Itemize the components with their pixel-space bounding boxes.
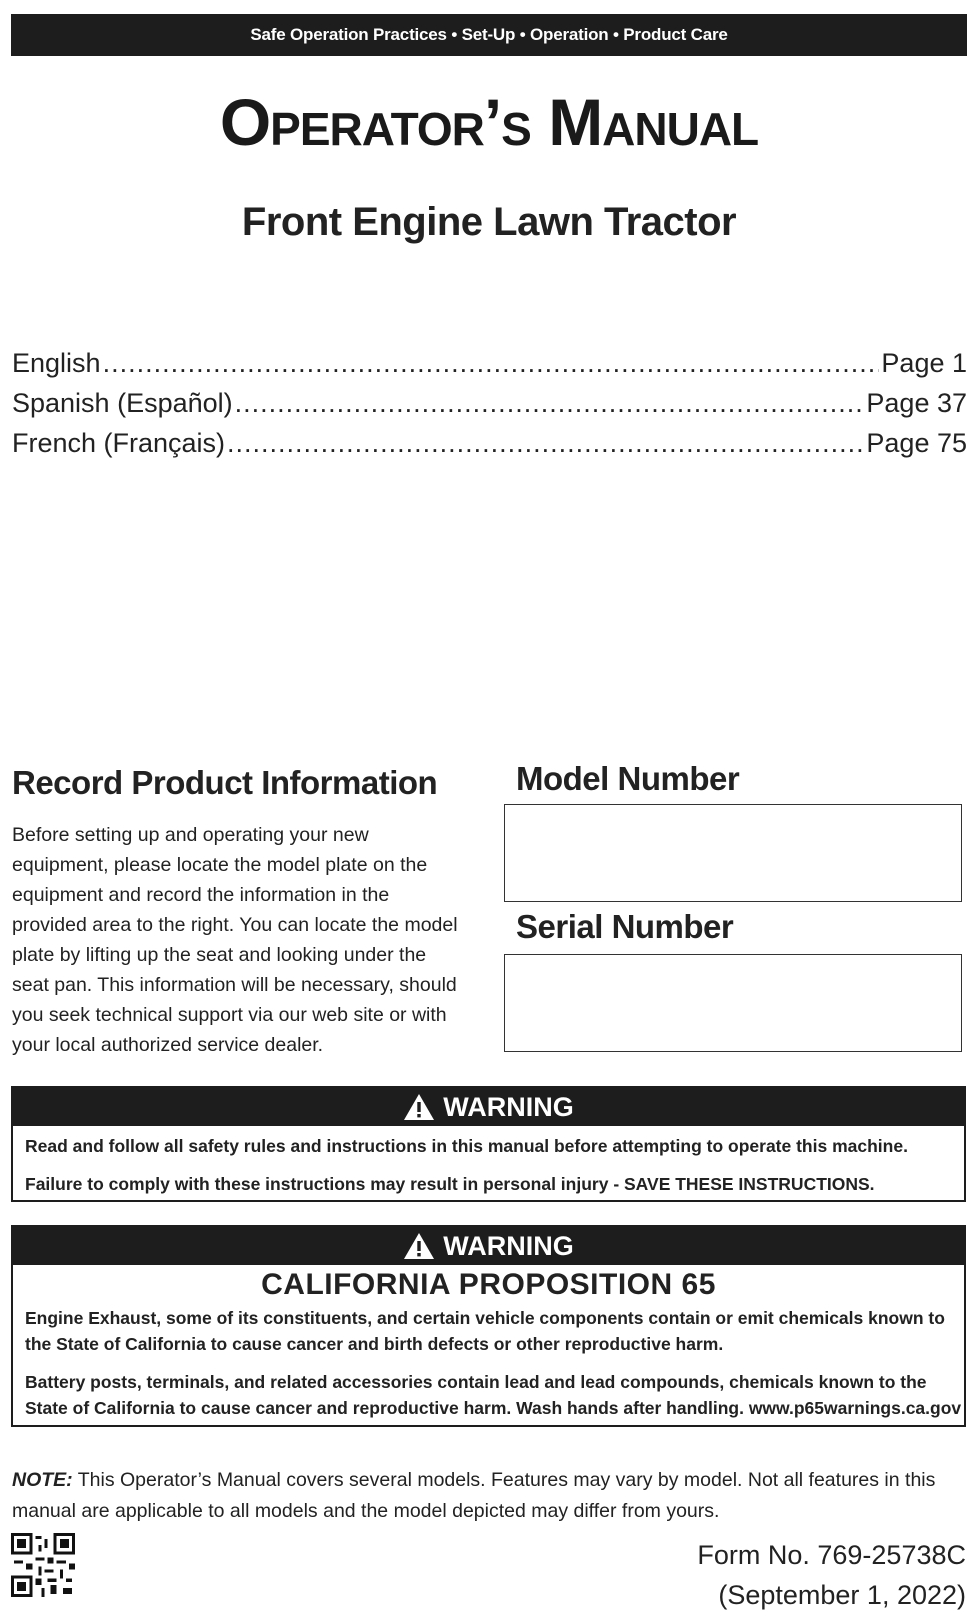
record-info-heading: Record Product Information bbox=[12, 764, 438, 801]
safety-warning-box bbox=[11, 1086, 966, 1202]
note-paragraph bbox=[12, 1465, 962, 1527]
warning-triangle-icon bbox=[403, 1232, 435, 1260]
serial-number-field[interactable] bbox=[504, 954, 962, 1052]
prop65-warning-box bbox=[11, 1225, 966, 1427]
form-number: Form No. 769-25738C bbox=[697, 1540, 966, 1570]
product-subtitle: Front Engine Lawn Tractor bbox=[241, 200, 737, 244]
toc-leader bbox=[103, 343, 880, 383]
model-number-field[interactable] bbox=[504, 804, 962, 902]
note-label: NOTE: bbox=[12, 1469, 73, 1491]
qr-code-icon[interactable] bbox=[11, 1533, 75, 1597]
toc-page: Page 75 bbox=[866, 428, 967, 458]
form-date: (September 1, 2022) bbox=[718, 1580, 966, 1610]
toc-language: Spanish (Español) bbox=[12, 388, 233, 418]
topics-banner bbox=[11, 14, 967, 56]
toc-page: Page 37 bbox=[866, 388, 967, 418]
language-index bbox=[12, 343, 967, 463]
warning-heading: WARNING bbox=[443, 1091, 574, 1122]
record-info-text: Before setting up and operating your new equipment, please locate the model plate on the equipment and record the information in the provided area to the right. You can locate the model plate by lifting up the seat and looking under the seat pan. This information will be necessary, should you seek technical support via our web site or with your local authorized service dealer. bbox=[12, 824, 458, 1056]
topics-text: Safe Operation Practices • Set-Up • Operation • Product Care bbox=[250, 25, 728, 44]
toc-page: Page 1 bbox=[881, 348, 967, 378]
toc-language: French (Français) bbox=[12, 428, 226, 458]
warning-triangle-icon bbox=[403, 1093, 435, 1121]
warning-line: Failure to comply with these instructions may result in personal injury - SAVE THESE INSTRUCTIONS. bbox=[25, 1174, 875, 1194]
note-text: This Operator’s Manual covers several models. Features may vary by model. Not all features in this manual are applicable to all models and the model depicted may differ from yours. bbox=[12, 1469, 936, 1522]
warning-header bbox=[13, 1227, 964, 1265]
model-number-label: Model Number bbox=[516, 760, 740, 797]
serial-number-label: Serial Number bbox=[516, 908, 734, 945]
toc-leader bbox=[227, 423, 864, 463]
toc-row[interactable] bbox=[12, 423, 967, 463]
warning-line: Read and follow all safety rules and instructions in this manual before attempting to operate this machine. bbox=[25, 1136, 908, 1156]
manual-title: Operator’s Manual bbox=[219, 85, 759, 159]
toc-leader bbox=[235, 383, 865, 423]
toc-row[interactable] bbox=[12, 383, 967, 423]
form-info bbox=[697, 1535, 966, 1615]
toc-language: English bbox=[12, 348, 101, 378]
warning-heading: WARNING bbox=[443, 1230, 574, 1261]
prop65-paragraph: Battery posts, terminals, and related accessories contain lead and lead compounds, chemicals known to the State of California to cause cancer and reproductive harm. Wash hands after handling. www.p65warnings.ca.gov bbox=[25, 1372, 962, 1418]
warning-header bbox=[13, 1088, 964, 1126]
toc-row[interactable] bbox=[12, 343, 967, 383]
prop65-paragraph: Engine Exhaust, some of its constituents, and certain vehicle components contain or emit chemicals known to the State of California to cause cancer and birth defects or other reproductive harm. bbox=[25, 1308, 945, 1354]
prop65-title: CALIFORNIA PROPOSITION 65 bbox=[261, 1268, 716, 1301]
